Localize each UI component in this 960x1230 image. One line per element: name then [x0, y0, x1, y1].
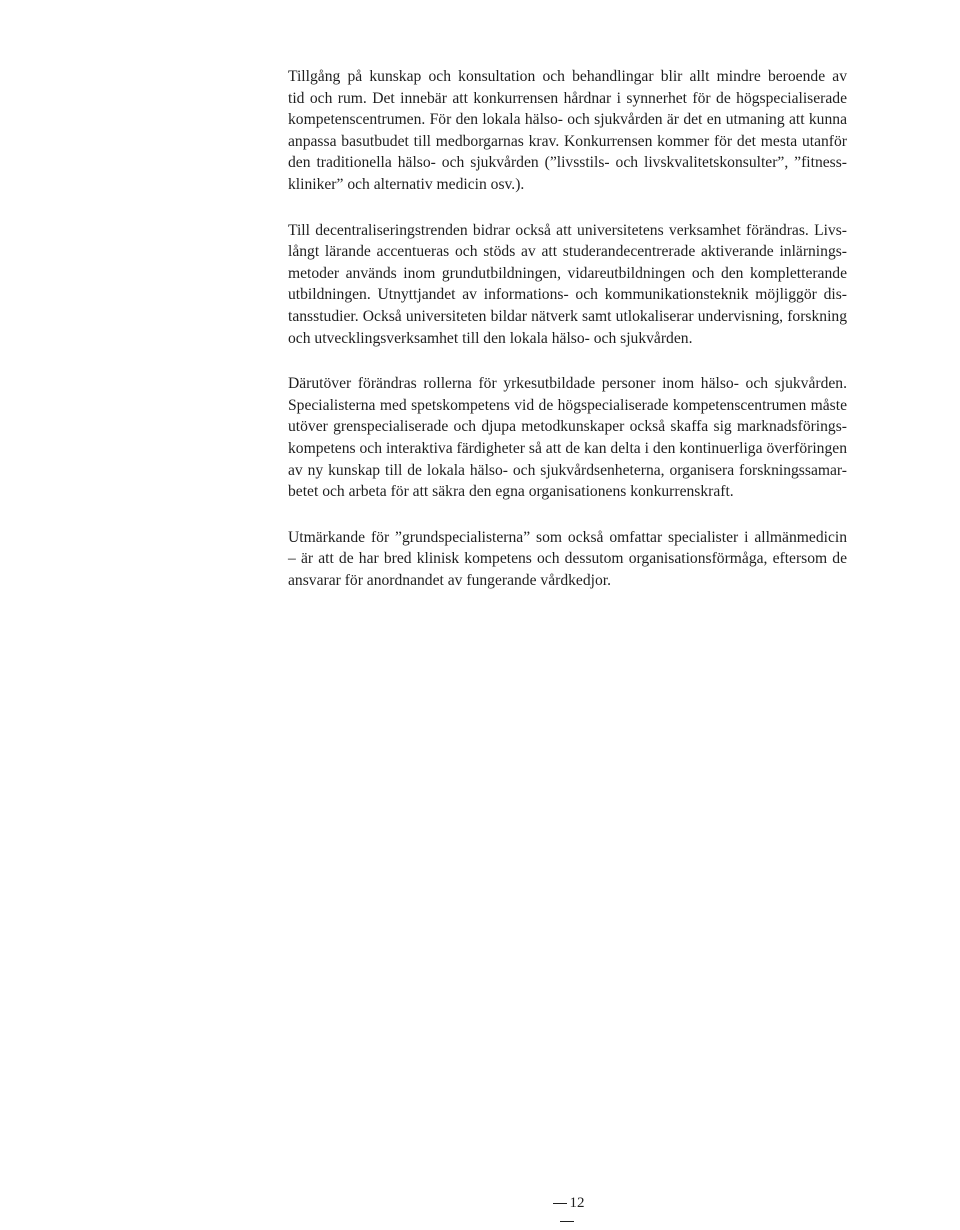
page-number	[545, 1194, 589, 1230]
paragraph-1	[288, 66, 847, 196]
text-line: av ny kunskap till de lokala hälso- och sjukvårdsenheterna, organisera forskningssamar-	[288, 461, 847, 479]
text-line: tid och rum. Det innebär att konkurrensen hårdnar i synnerhet för de högspecialiserade	[288, 89, 847, 107]
text-line: anpassa basutbudet till medborgarnas krav. Konkurrensen kommer för det mesta utanför	[288, 132, 847, 150]
paragraph-2	[288, 220, 847, 350]
text-line: ansvarar för anordnandet av fungerande vårdkedjor.	[288, 571, 611, 589]
dash-left	[553, 1203, 567, 1204]
body-text	[288, 66, 847, 615]
text-line: – är att de har bred klinisk kompetens och dessutom organisationsförmåga, eftersom de	[288, 550, 847, 568]
paragraph-4	[288, 527, 847, 592]
text-line: kompetenscentrumen. För den lokala hälso- och sjukvården är det en utmaning att kunna	[288, 111, 847, 129]
text-line: betet och arbeta för att säkra den egna organisationens konkurrenskraft.	[288, 483, 734, 501]
page-number-text: 12	[569, 1195, 585, 1211]
text-line: Till decentraliseringstrenden bidrar också att universitetens verksamhet förändras. Livs-	[288, 221, 847, 239]
text-line: och utvecklingsverksamhet till den lokala hälso- och sjukvården.	[288, 329, 693, 347]
text-line: Specialisterna med spetskompetens vid de högspecialiserade kompetenscentrumen måste	[288, 396, 847, 414]
text-line: utbildningen. Utnyttjandet av informations- och kommunikationsteknik möjliggör dis-	[288, 286, 847, 304]
text-line: utöver grenspecialiserade och djupa metodkunskaper också skaffa sig marknadsförings-	[288, 418, 847, 436]
text-line: metoder används inom grundutbildningen, vidareutbildningen och den kompletterande	[288, 264, 847, 282]
text-line: Därutöver förändras rollerna för yrkesutbildade personer inom hälso- och sjukvården.	[288, 375, 847, 393]
text-line: långt lärande accentueras och stöds av att studerandecentrerade aktiverande inlärnings-	[288, 243, 847, 261]
text-line: den traditionella hälso- och sjukvården (”livsstils- och livskvalitetskonsulter”, ”fitness-	[288, 154, 847, 172]
dash-right	[560, 1221, 574, 1222]
text-line: kompetens och interaktiva färdigheter så att de kan delta i den kontinuerliga överföringen	[288, 439, 847, 457]
text-line: Utmärkande för ”grundspecialisterna” som också omfattar specialister i allmänmedicin	[288, 528, 847, 546]
text-line: tansstudier. Också universiteten bildar nätverk samt utlokaliserar undervisning, forskning	[288, 307, 847, 325]
text-line: Tillgång på kunskap och konsultation och behandlingar blir allt mindre beroende av	[288, 68, 847, 85]
paragraph-3	[288, 373, 847, 503]
text-line: kliniker” och alternativ medicin osv.).	[288, 175, 525, 193]
